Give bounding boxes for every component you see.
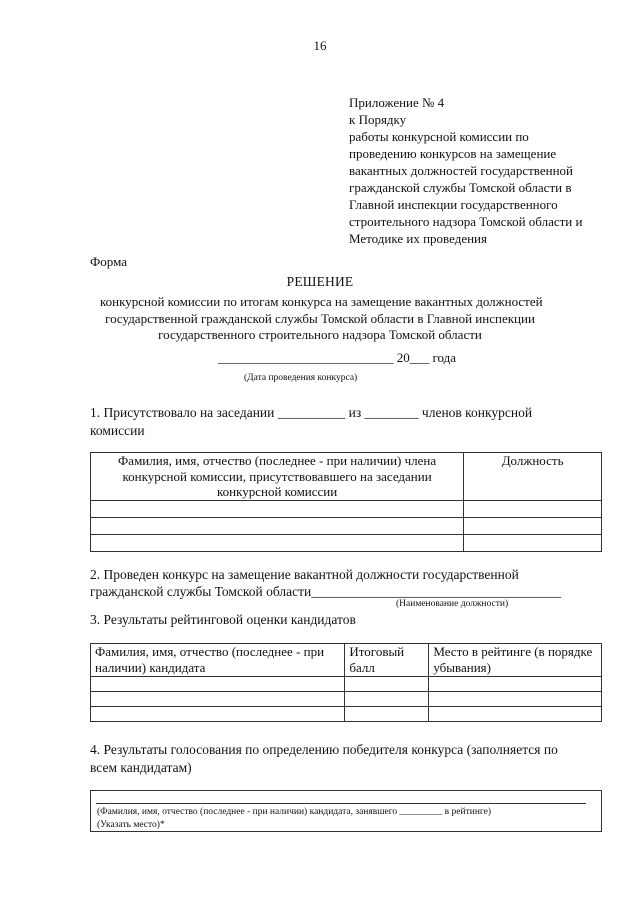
date-line: ___________________________ 20___ года (218, 350, 457, 365)
table-row (91, 534, 602, 551)
section-1 (90, 404, 532, 440)
section-4 (90, 741, 558, 777)
vote-caption: (Фамилия, имя, отчество (последнее - при наличии) кандидата, занявшего _________ в рейтинге) (97, 807, 492, 817)
table-row (91, 677, 602, 692)
table-cell[interactable] (91, 517, 464, 534)
appendix-line: Приложение № 4 (349, 95, 445, 110)
section-3-heading: 3. Результаты рейтинговой оценки кандидатов (90, 612, 356, 627)
vote-fill-line (96, 803, 586, 804)
table-row (91, 692, 602, 707)
document-title: РЕШЕНИЕ (286, 274, 354, 289)
appendix-line: Методике их проведения (349, 231, 487, 246)
header-total-score: Итоговый балл (345, 644, 429, 677)
appendix-line: строительного надзора Томской области и (349, 214, 583, 229)
subtitle-line: государственного строительного надзора Томской области (158, 327, 482, 342)
table-cell[interactable] (345, 677, 429, 692)
table-cell[interactable] (464, 500, 602, 517)
section-2 (90, 566, 561, 600)
table-cell[interactable] (429, 707, 602, 722)
table-cell[interactable] (91, 692, 345, 707)
page-number: 16 (313, 38, 327, 53)
document-subtitle (100, 294, 543, 344)
table-cell[interactable] (91, 534, 464, 551)
header-position: Должность (464, 453, 602, 501)
rating-table (90, 643, 602, 722)
table-header-row (91, 453, 602, 501)
appendix-line: гражданской службы Томской области в (349, 180, 572, 195)
table-cell[interactable] (345, 707, 429, 722)
appendix-line: Главной инспекции государственного (349, 197, 558, 212)
appendix-line: работы конкурсной комиссии по (349, 129, 529, 144)
table-cell[interactable] (429, 692, 602, 707)
vote-caption: (Указать место)* (97, 820, 165, 830)
commission-members-table (90, 452, 602, 552)
table-cell[interactable] (345, 692, 429, 707)
subtitle-line: конкурсной комиссии по итогам конкурса на замещение вакантных должностей (100, 294, 543, 309)
section-1-line: 1. Присутствовало на заседании __________ из ________ членов конкурсной (90, 405, 533, 420)
table-cell[interactable] (464, 534, 602, 551)
table-cell[interactable] (91, 500, 464, 517)
table-cell[interactable] (91, 707, 345, 722)
appendix-line: к Порядку (349, 112, 407, 127)
date-caption: (Дата проведения конкурса) (244, 373, 358, 383)
table-row (91, 707, 602, 722)
section-4-line: 4. Результаты голосования по определению победителя конкурса (заполняется по (90, 742, 558, 757)
form-label: Форма (90, 254, 127, 269)
table-cell[interactable] (429, 677, 602, 692)
section-4-line: всем кандидатам) (90, 760, 192, 775)
table-cell[interactable] (91, 677, 345, 692)
subtitle-line: государственной гражданской службы Томской области в Главной инспекции (105, 310, 535, 326)
table-header-row (91, 644, 602, 677)
header-rating-place: Место в рейтинге (в порядке убывания) (429, 644, 602, 677)
appendix-reference (349, 94, 619, 247)
appendix-line: вакантных должностей государственной (349, 163, 573, 178)
vote-box-captions (97, 806, 491, 832)
table-row (91, 517, 602, 534)
position-caption: (Наименование должности) (396, 599, 509, 609)
section-2-line: 2. Проведен конкурс на замещение вакантной должности государственной (90, 567, 519, 582)
table-cell[interactable] (464, 517, 602, 534)
table-row (91, 500, 602, 517)
header-candidate-name: Фамилия, имя, отчество (последнее - при наличии) кандидата (91, 644, 345, 677)
appendix-line: проведению конкурсов на замещение (349, 146, 557, 161)
section-1-line: комиссии (90, 423, 145, 438)
header-member-name: Фамилия, имя, отчество (последнее - при наличии) члена конкурсной комиссии, присутствовавшего на заседании конкурсной комиссии (91, 453, 464, 501)
section-2-line: гражданской службы Томской области_____________________________________ (90, 584, 562, 599)
